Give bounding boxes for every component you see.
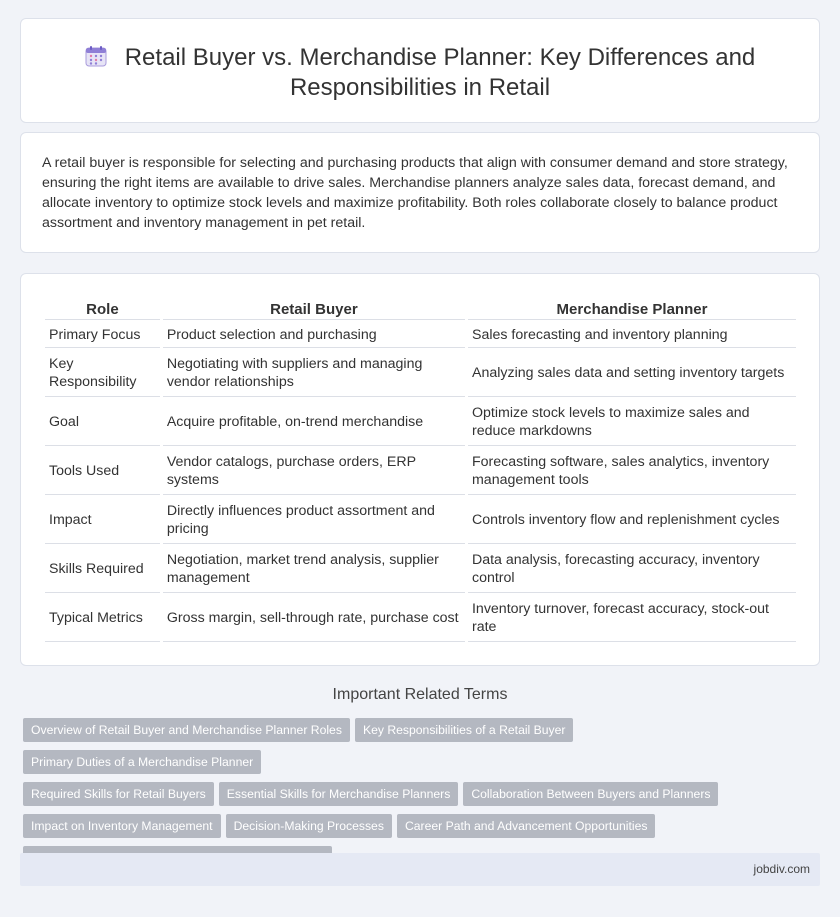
related-term-tag[interactable]: Collaboration Between Buyers and Planners [463, 782, 718, 806]
merchandise-planner-cell: Optimize stock levels to maximize sales and reduce markdowns [468, 399, 796, 446]
table-header-row [45, 296, 796, 320]
intro-card [20, 132, 820, 253]
table-row [45, 546, 796, 593]
related-term-tag[interactable]: Impact on Inventory Management [23, 814, 221, 838]
table-row [45, 350, 796, 397]
table-row [45, 497, 796, 544]
title-line-1: Retail Buyer vs. Merchandise Planner: Key Differences and [124, 44, 756, 71]
header-retail-buyer: Retail Buyer [163, 296, 465, 320]
footer [20, 853, 820, 886]
related-term-tag[interactable]: Decision-Making Processes [226, 814, 392, 838]
title-line-2: Responsibilities in Retail [289, 74, 551, 101]
retail-buyer-cell: Gross margin, sell-through rate, purchase cost [163, 595, 465, 642]
retail-buyer-cell: Vendor catalogs, purchase orders, ERP systems [163, 448, 465, 495]
title-card [20, 18, 820, 123]
intro-paragraph: A retail buyer is responsible for selecting and purchasing products that align with consumer demand and store strategy, ensuring the right items are available to drive sales. Merchandise planners analyze sales data, forecast demand, and allocate inventory to optimize stock levels and maximize profitability. Both roles collaborate closely to balance product assortment and inventory management in pet retail. [42, 155, 788, 231]
comparison-table [42, 294, 799, 644]
comparison-table-card [20, 273, 820, 666]
row-label: Goal [45, 399, 160, 446]
row-label: Key Responsibility [45, 350, 160, 397]
retail-buyer-cell: Directly influences product assortment and pricing [163, 497, 465, 544]
retail-buyer-cell: Negotiation, market trend analysis, supplier management [163, 546, 465, 593]
merchandise-planner-cell: Sales forecasting and inventory planning [468, 322, 796, 348]
merchandise-planner-cell: Controls inventory flow and replenishment cycles [468, 497, 796, 544]
row-label: Skills Required [45, 546, 160, 593]
table-row [45, 448, 796, 495]
retail-buyer-cell: Product selection and purchasing [163, 322, 465, 348]
related-terms-heading: Important Related Terms [332, 686, 508, 703]
table-row [45, 595, 796, 642]
related-term-tag[interactable]: Career Path and Advancement Opportunities [397, 814, 656, 838]
merchandise-planner-cell: Analyzing sales data and setting inventory targets [468, 350, 796, 397]
related-term-tag[interactable]: Overview of Retail Buyer and Merchandise Planner Roles [23, 718, 350, 742]
retail-buyer-cell: Acquire profitable, on-trend merchandise [163, 399, 465, 446]
related-term-tag[interactable]: Primary Duties of a Merchandise Planner [23, 750, 261, 774]
related-term-tag[interactable]: Key Responsibilities of a Retail Buyer [355, 718, 574, 742]
table-row [45, 399, 796, 446]
header-role: Role [45, 296, 160, 320]
merchandise-planner-cell: Data analysis, forecasting accuracy, inventory control [468, 546, 796, 593]
row-label: Typical Metrics [45, 595, 160, 642]
page-title [21, 43, 819, 103]
table-row [45, 322, 796, 348]
calendar-icon [85, 45, 107, 67]
footer-site-link[interactable]: jobdiv.com [753, 862, 810, 876]
merchandise-planner-cell: Forecasting software, sales analytics, inventory management tools [468, 448, 796, 495]
row-label: Primary Focus [45, 322, 160, 348]
merchandise-planner-cell: Inventory turnover, forecast accuracy, stock-out rate [468, 595, 796, 642]
header-merchandise-planner: Merchandise Planner [468, 296, 796, 320]
retail-buyer-cell: Negotiating with suppliers and managing vendor relationships [163, 350, 465, 397]
row-label: Impact [45, 497, 160, 544]
related-term-tag[interactable]: Required Skills for Retail Buyers [23, 782, 214, 806]
related-term-tag[interactable]: Essential Skills for Merchandise Planners [219, 782, 459, 806]
row-label: Tools Used [45, 448, 160, 495]
